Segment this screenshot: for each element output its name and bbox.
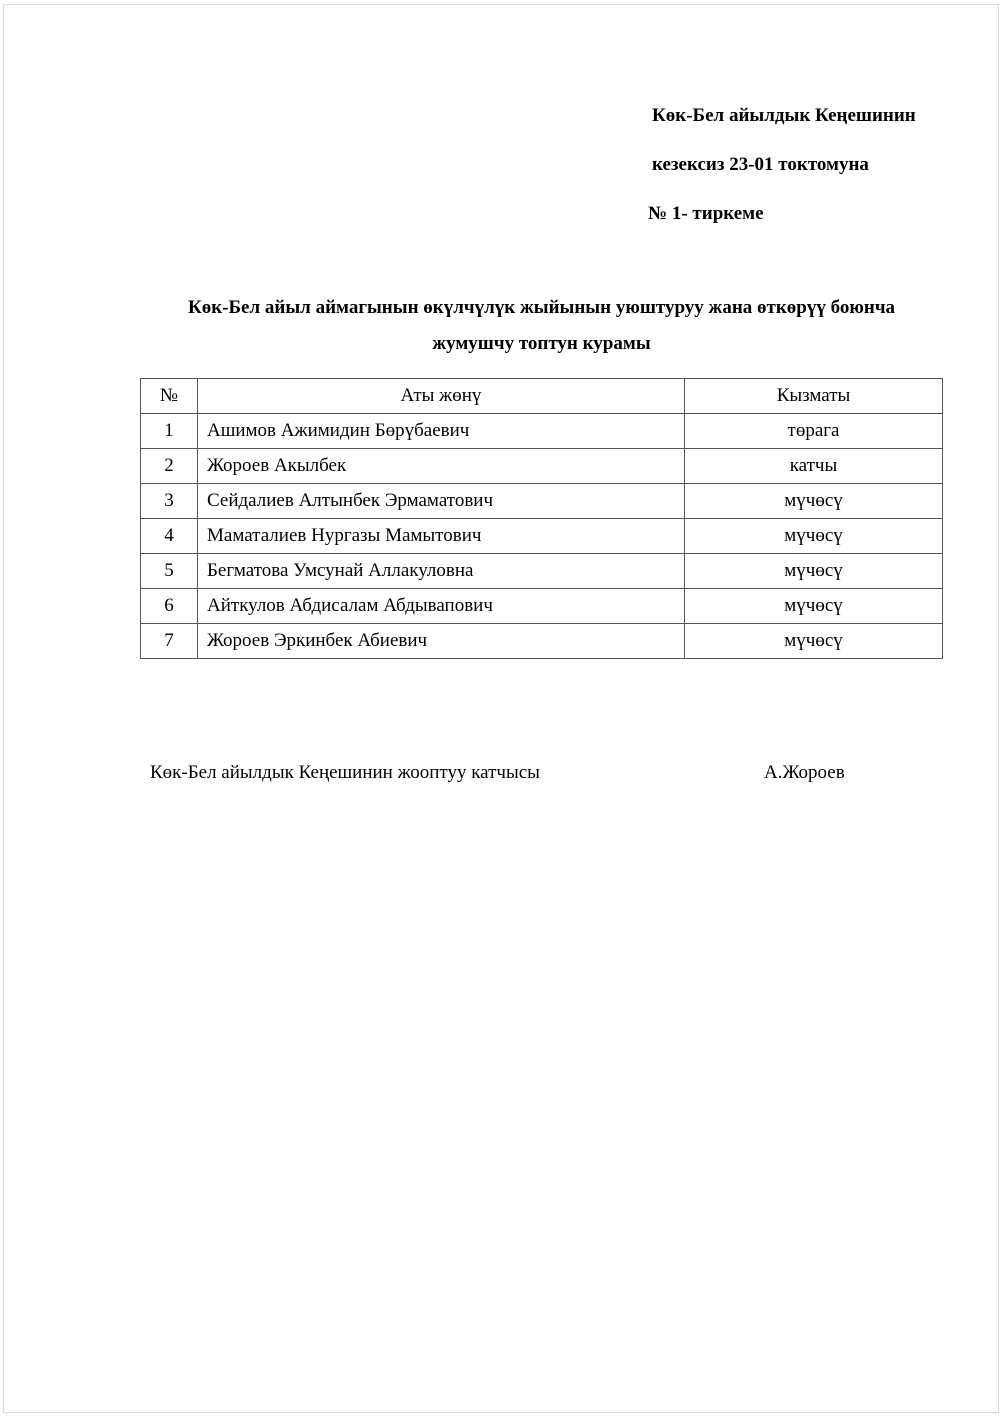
- row-position: катчы: [685, 449, 943, 484]
- row-number: 7: [141, 624, 198, 659]
- annex-heading-number: № 1- тиркеме: [648, 203, 764, 224]
- table-row: [141, 624, 943, 659]
- row-name: Жороев Акылбек: [198, 449, 685, 484]
- row-position: төрага: [685, 414, 943, 449]
- row-number: 4: [141, 519, 198, 554]
- table-row: [141, 484, 943, 519]
- page: [3, 4, 999, 1413]
- header-position: Кызматы: [685, 379, 943, 414]
- table-row: [141, 519, 943, 554]
- row-name: Айткулов Абдисалам Абдывапович: [198, 589, 685, 624]
- signatory-name: А.Жороев: [764, 762, 845, 783]
- row-name: Жороев Эркинбек Абиевич: [198, 624, 685, 659]
- row-position: мүчөсү: [685, 519, 943, 554]
- row-position: мүчөсү: [685, 484, 943, 519]
- row-name: Сейдалиев Алтынбек Эрмаматович: [198, 484, 685, 519]
- annex-heading-council: Көк-Бел айылдык Кеңешинин: [652, 105, 916, 126]
- row-name: Ашимов Ажимидин Бөрүбаевич: [198, 414, 685, 449]
- row-name: Бегматова Умсунай Аллакуловна: [198, 554, 685, 589]
- row-position: мүчөсү: [685, 554, 943, 589]
- document-title-line-2: жумушчу топтун курамы: [432, 333, 651, 354]
- row-number: 1: [141, 414, 198, 449]
- members-table: [140, 378, 943, 659]
- table-row: [141, 589, 943, 624]
- row-position: мүчөсү: [685, 589, 943, 624]
- row-number: 6: [141, 589, 198, 624]
- table-row: [141, 449, 943, 484]
- row-number: 5: [141, 554, 198, 589]
- row-number: 2: [141, 449, 198, 484]
- signatory-role: Көк-Бел айылдык Кеңешинин жооптуу катчысы: [150, 762, 540, 783]
- table-row: [141, 414, 943, 449]
- document-title-line-1: Көк-Бел айыл аймагынын өкүлчүлүк жыйынын уюштуруу жана өткөрүү боюнча: [187, 297, 896, 318]
- annex-heading-resolution: кезексиз 23-01 токтомуна: [652, 154, 869, 175]
- row-number: 3: [141, 484, 198, 519]
- table-row: [141, 554, 943, 589]
- header-name: Аты жөнү: [198, 379, 685, 414]
- table-header-row: [141, 379, 943, 414]
- header-number: №: [141, 379, 198, 414]
- row-name: Маматалиев Нургазы Мамытович: [198, 519, 685, 554]
- row-position: мүчөсү: [685, 624, 943, 659]
